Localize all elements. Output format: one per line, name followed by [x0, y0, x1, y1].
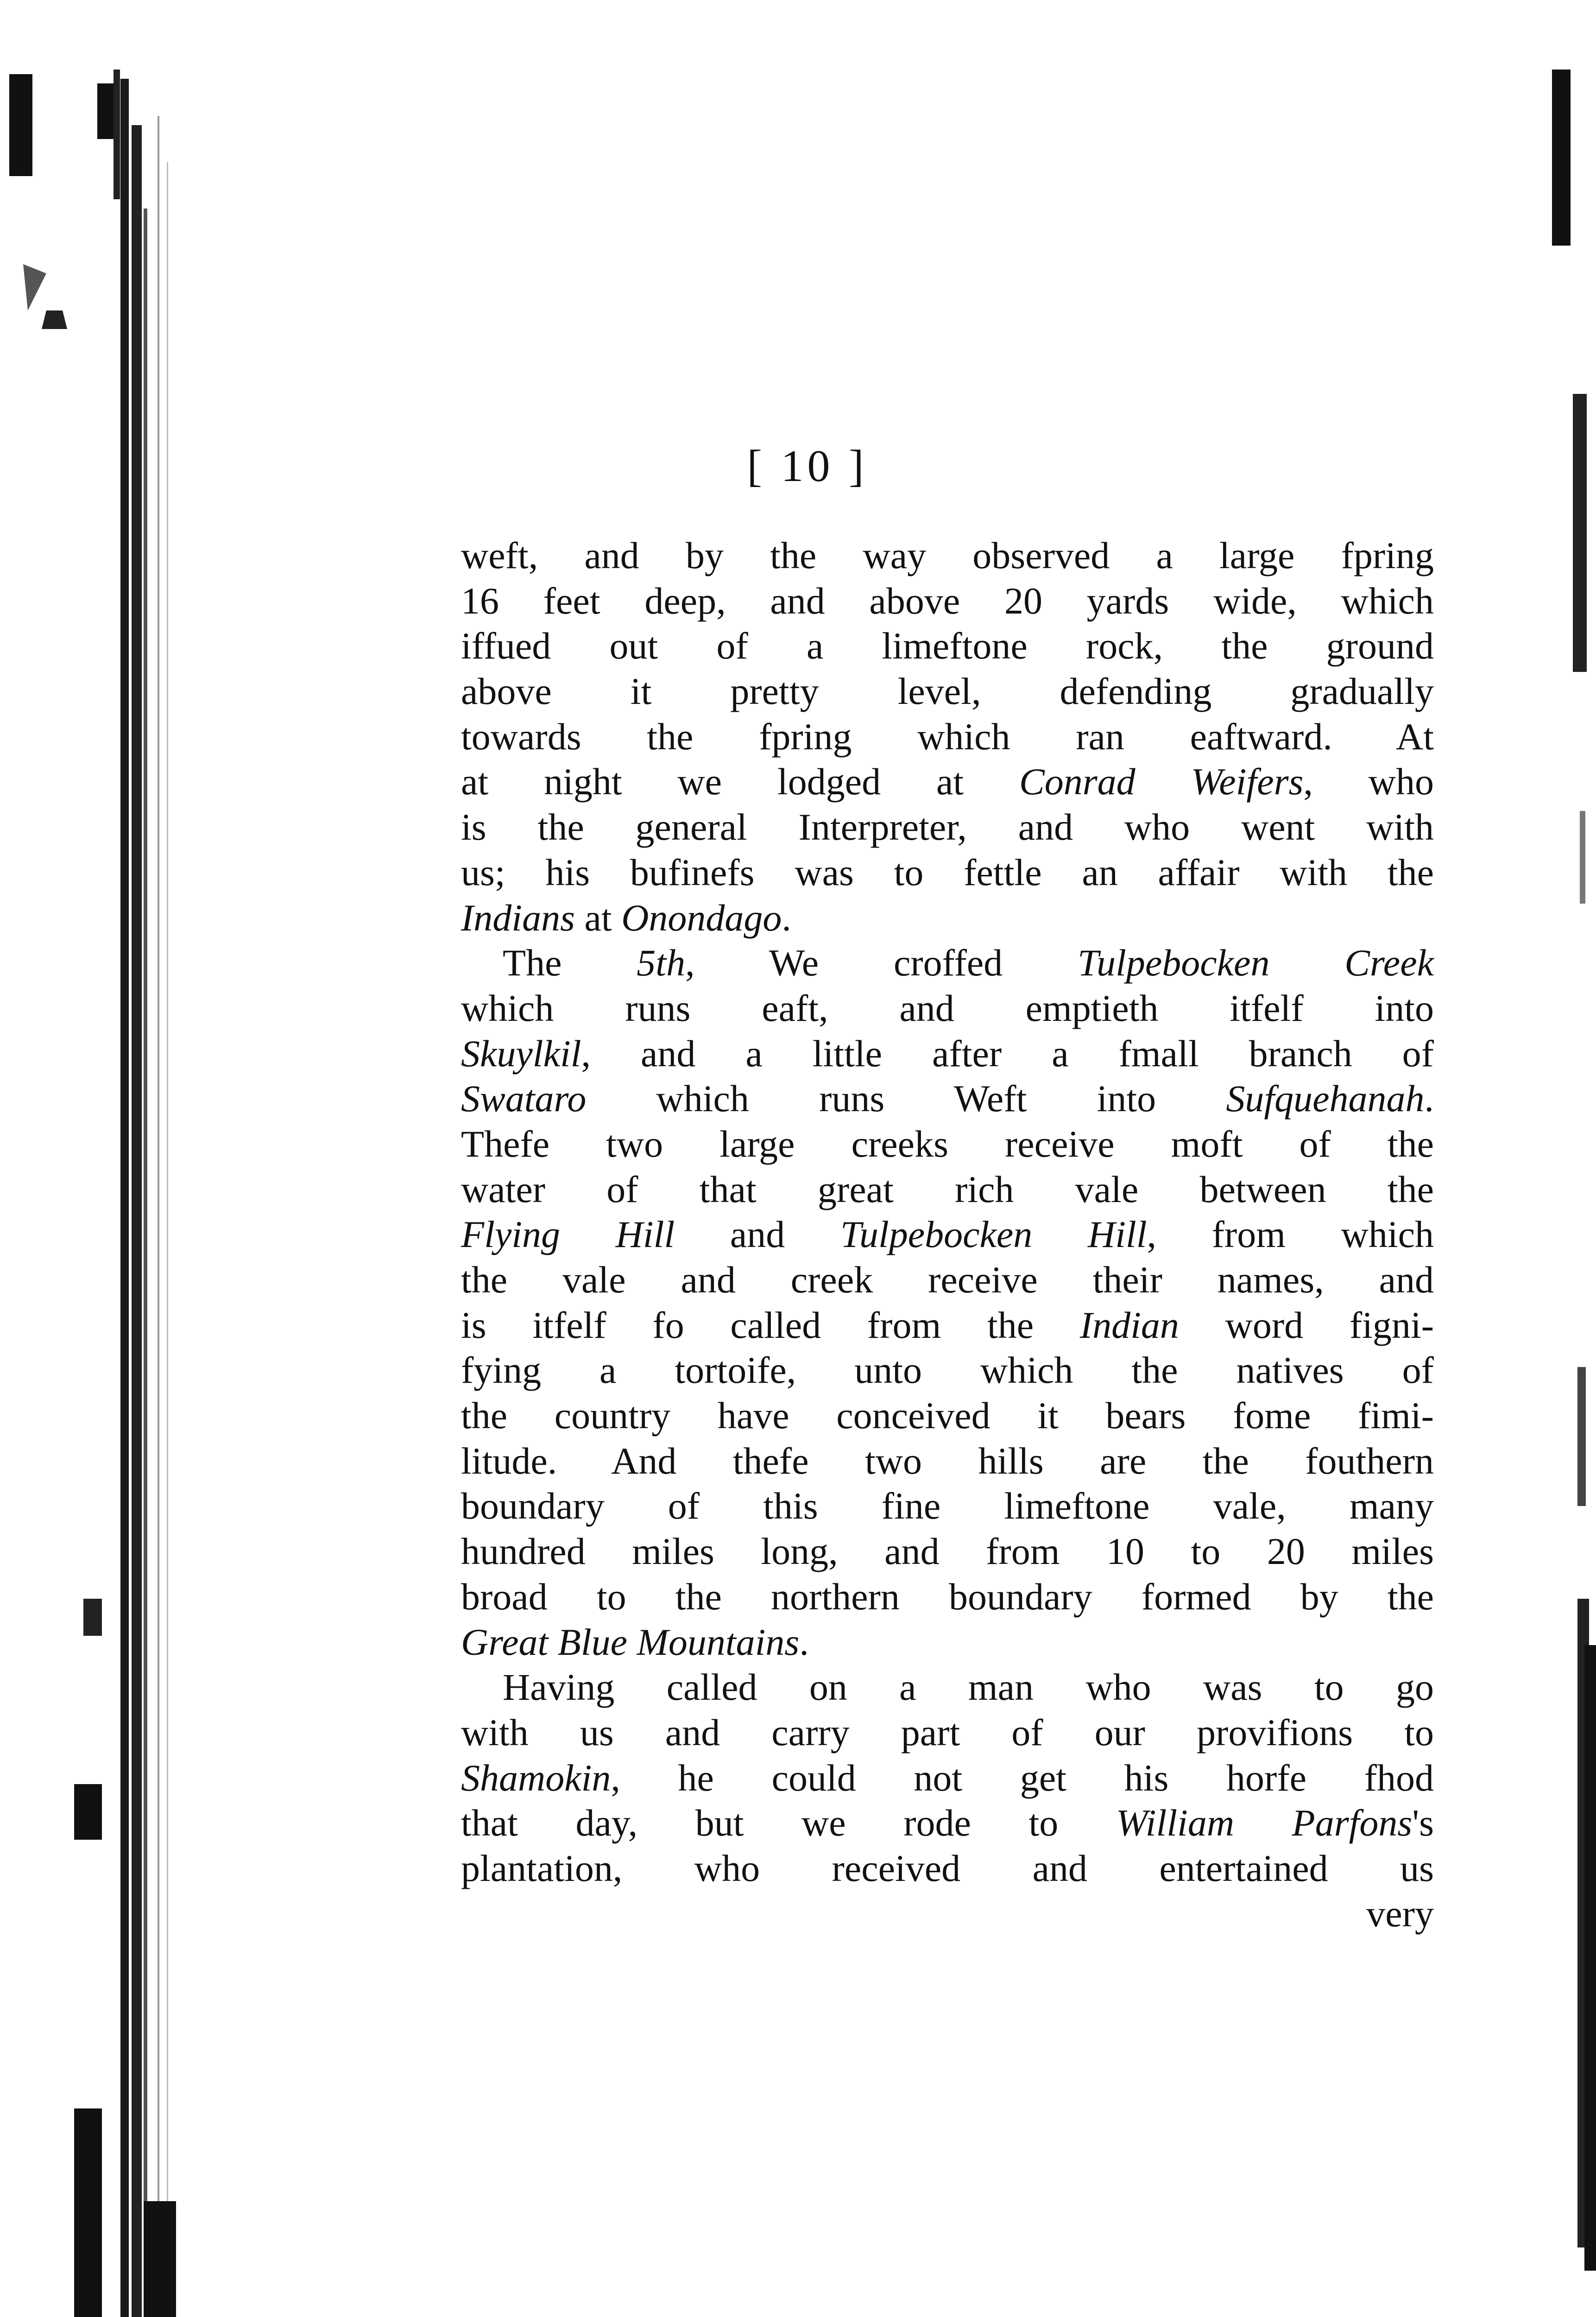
text-segment: water of that great rich vale between the: [461, 1168, 1434, 1210]
text-segment: is itfelf fo called from the: [461, 1304, 1080, 1346]
text-segment: 16 feet deep, and above 20 yards wide, which: [461, 579, 1434, 622]
text-line: [461, 895, 1434, 941]
text-line: [461, 1303, 1434, 1348]
body-text: [461, 533, 1434, 1936]
text-line: [461, 669, 1434, 714]
text-segment: which runs Weft into: [586, 1077, 1226, 1120]
page-number: [ 10 ]: [747, 441, 868, 491]
text-line: [461, 1348, 1434, 1393]
text-line: [461, 1755, 1434, 1801]
text-line: [461, 1438, 1434, 1484]
italic-text: Conrad Weifers: [1019, 760, 1304, 803]
text-line: [461, 714, 1434, 760]
italic-text: 5th: [637, 942, 686, 984]
text-line: [461, 1167, 1434, 1212]
text-segment: , and a little after a fmall branch of: [581, 1032, 1434, 1075]
text-segment: and: [675, 1213, 840, 1256]
text-segment: Having called on a man who was to go: [503, 1666, 1434, 1709]
text-segment: , We croffed: [685, 942, 1078, 984]
paragraph: [461, 533, 1434, 940]
italic-text: Sufquehanah: [1226, 1077, 1425, 1120]
italic-text: Great Blue Mountains: [461, 1621, 800, 1663]
text-segment: The: [503, 942, 637, 984]
text-segment: weft, and by the way observed a large fpring: [461, 534, 1434, 576]
italic-text: Skuylkil: [461, 1032, 581, 1075]
text-segment: hundred miles long, and from 10 to 20 miles: [461, 1530, 1434, 1573]
text-line: [461, 1665, 1434, 1710]
scan-gutter-right: [1533, 70, 1596, 2294]
text-line: [461, 1212, 1434, 1257]
text-segment: is the general Interpreter, and who went with: [461, 806, 1434, 848]
italic-text: Tulpebocken Hill: [840, 1213, 1147, 1256]
text-line: [461, 804, 1434, 850]
text-line: [461, 1800, 1434, 1846]
text-line: [461, 986, 1434, 1031]
text-segment: Thefe two large creeks receive moft of the: [461, 1122, 1434, 1165]
text-segment: , from which: [1147, 1213, 1434, 1256]
text-line: [461, 1257, 1434, 1303]
italic-text: Onondago: [621, 896, 782, 939]
text-segment: .: [782, 896, 791, 939]
italic-text: Swataro: [461, 1077, 587, 1120]
text-segment: .: [1424, 1077, 1434, 1120]
text-segment: towards the fpring which ran eaftward. At: [461, 715, 1434, 758]
paragraph: [461, 1665, 1434, 1891]
text-line: [461, 1031, 1434, 1076]
text-line: [461, 1121, 1434, 1167]
text-segment: which runs eaft, and emptieth itfelf into: [461, 987, 1434, 1029]
text-segment: above it pretty level, defending gradually: [461, 670, 1434, 713]
text-segment: the country have conceived it bears fome fimi-: [461, 1394, 1434, 1437]
text-segment: fying a tortoife, unto which the natives of: [461, 1349, 1434, 1392]
text-segment: word figni-: [1179, 1304, 1434, 1346]
text-segment: , he could not get his horfe fhod: [611, 1756, 1434, 1799]
text-line: [461, 578, 1434, 624]
italic-text: Indian: [1079, 1304, 1179, 1346]
paragraph: [461, 940, 1434, 1665]
text-segment: iffued out of a limeftone rock, the ground: [461, 625, 1434, 667]
text-line: [461, 1620, 1434, 1665]
text-line: [461, 1710, 1434, 1755]
text-line: [461, 1574, 1434, 1620]
text-segment: , who: [1303, 760, 1434, 803]
text-segment: broad to the northern boundary formed by the: [461, 1575, 1434, 1618]
text-line: [461, 1393, 1434, 1438]
text-line: [461, 623, 1434, 669]
text-line: [461, 1483, 1434, 1529]
text-segment: plantation, who received and entertained us: [461, 1847, 1434, 1889]
text-line: [461, 1076, 1434, 1121]
text-segment: that day, but we rode to: [461, 1802, 1116, 1844]
italic-text: Indians: [461, 896, 575, 939]
text-segment: us; his bufinefs was to fettle an affair with the: [461, 851, 1434, 893]
text-line: [461, 940, 1434, 986]
italic-text: Tulpebocken Creek: [1078, 942, 1434, 984]
scan-gutter-left: [5, 70, 185, 2317]
italic-text: Shamokin: [461, 1756, 611, 1799]
catchword: very: [1366, 1892, 1434, 1935]
text-line: [461, 850, 1434, 895]
text-line: [461, 533, 1434, 578]
text-segment: at night we lodged at: [461, 760, 1019, 803]
italic-text: William Parfons: [1116, 1802, 1413, 1844]
text-segment: at: [575, 896, 622, 939]
text-segment: 's: [1412, 1802, 1434, 1844]
text-segment: with us and carry part of our provifions to: [461, 1711, 1434, 1754]
text-segment: the vale and creek receive their names, and: [461, 1259, 1434, 1301]
text-segment: boundary of this fine limeftone vale, many: [461, 1485, 1434, 1527]
italic-text: Flying Hill: [461, 1213, 675, 1256]
text-line: [461, 759, 1434, 804]
text-line: [461, 1529, 1434, 1574]
text-segment: .: [799, 1621, 809, 1663]
text-line: [461, 1846, 1434, 1891]
text-segment: litude. And thefe two hills are the fouthern: [461, 1439, 1434, 1482]
